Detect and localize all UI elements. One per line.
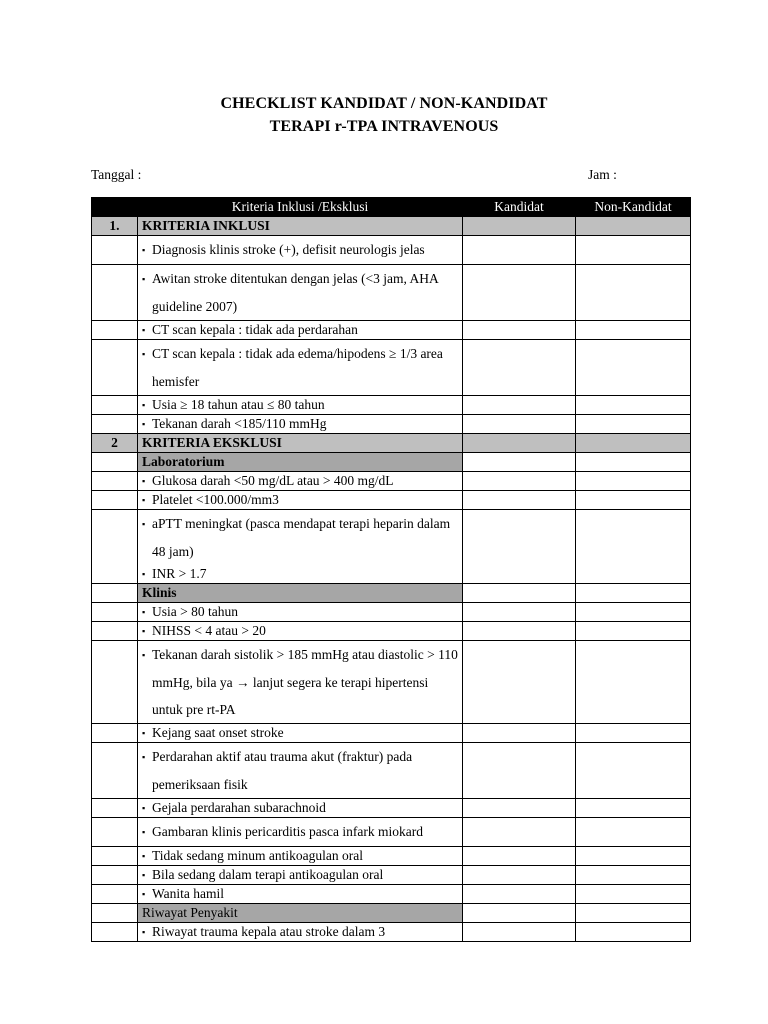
document-subtitle: TERAPI r-TPA INTRAVENOUS [269,118,499,135]
header-number [92,198,138,217]
criteria-text: NIHSS < 4 atau > 20 [151,623,266,638]
kandidat-check-cell[interactable] [463,847,576,866]
criteria-text: Gambaran klinis pericarditis pasca infark miokard [151,824,424,839]
criteria-row [92,724,691,743]
criteria-item-text [142,885,458,903]
criteria-item-text [142,641,458,723]
kandidat-check-cell[interactable] [463,340,576,396]
number-cell [92,622,138,641]
non-kandidat-check-cell[interactable] [575,491,690,510]
kandidat-check-cell[interactable] [463,818,576,847]
document-title: CHECKLIST KANDIDAT / NON-KANDIDAT [220,95,548,112]
criteria-cell [137,818,462,847]
criteria-text: Usia > 80 tahun [151,604,238,619]
bullet-icon: ▪ [141,400,146,410]
jam-label: Jam : [588,167,617,182]
non-kandidat-check-cell[interactable] [575,603,690,622]
kandidat-check-cell[interactable] [463,491,576,510]
kandidat-check-cell[interactable] [463,724,576,743]
non-kandidat-check-cell[interactable] [575,340,690,396]
criteria-cell [137,799,462,818]
criteria-row [92,415,691,434]
kandidat-check-cell[interactable] [463,641,576,724]
kandidat-check-cell[interactable] [463,799,576,818]
criteria-item-text [142,847,458,865]
bullet-icon: ▪ [141,607,146,617]
number-cell [92,236,138,265]
kandidat-check-cell[interactable] [463,472,576,491]
non-kandidat-check-cell[interactable] [575,453,690,472]
criteria-row [92,603,691,622]
header-kandidat: Kandidat [463,198,576,217]
bullet-icon: ▪ [141,495,146,505]
non-kandidat-check-cell[interactable] [575,885,690,904]
bullet-icon: ▪ [141,728,146,738]
kandidat-check-cell[interactable] [463,265,576,321]
non-kandidat-check-cell[interactable] [575,396,690,415]
number-cell [92,584,138,603]
section-row-inklusi [92,217,691,236]
criteria-cell [137,641,462,724]
non-kandidat-check-cell[interactable] [575,472,690,491]
criteria-cell [137,415,462,434]
number-cell [92,743,138,799]
criteria-cell [137,885,462,904]
bullet-icon: ▪ [141,851,146,861]
bullet-icon: ▪ [141,519,146,529]
criteria-item-text [142,491,458,509]
kandidat-check-cell[interactable] [463,321,576,340]
kandidat-check-cell[interactable] [463,866,576,885]
table-header-row [92,198,691,217]
criteria-cell [137,236,462,265]
criteria-item-text [142,396,458,414]
kandidat-check-cell[interactable] [463,743,576,799]
non-kandidat-check-cell[interactable] [575,818,690,847]
criteria-row [92,743,691,799]
section-row-eksklusi [92,434,691,453]
kandidat-check-cell[interactable] [463,603,576,622]
number-cell [92,265,138,321]
number-cell [92,472,138,491]
criteria-item-text [142,799,458,817]
non-kandidat-check-cell[interactable] [575,743,690,799]
criteria-row [92,847,691,866]
criteria-item-text [142,340,458,395]
criteria-cell [137,743,462,799]
bullet-icon: ▪ [141,889,146,899]
criteria-item-text [142,510,458,565]
bullet-icon: ▪ [141,325,146,335]
kandidat-check-cell[interactable] [463,453,576,472]
subsection-label: Riwayat Penyakit [137,904,462,923]
criteria-text: Platelet <100.000/mm3 [151,492,279,507]
criteria-item-text [142,743,458,798]
number-cell [92,904,138,923]
non-kandidat-check-cell[interactable] [575,217,690,236]
number-cell [92,415,138,434]
criteria-text: Tekanan darah <185/110 mmHg [151,416,327,431]
criteria-text: Riwayat trauma kepala atau stroke dalam 3 [151,924,386,939]
kandidat-check-cell[interactable] [463,415,576,434]
non-kandidat-check-cell[interactable] [575,923,690,942]
non-kandidat-check-cell[interactable] [575,866,690,885]
criteria-text: Gejala perdarahan subarachnoid [151,800,326,815]
criteria-row [92,866,691,885]
criteria-row [92,396,691,415]
non-kandidat-check-cell[interactable] [575,904,690,923]
subsection-row-klinis [92,584,691,603]
non-kandidat-check-cell[interactable] [575,847,690,866]
criteria-row [92,799,691,818]
non-kandidat-check-cell[interactable] [575,584,690,603]
kandidat-check-cell[interactable] [463,236,576,265]
bullet-icon: ▪ [141,569,146,579]
criteria-item-text [142,472,458,490]
criteria-cell [137,321,462,340]
criteria-row [92,472,691,491]
bullet-icon: ▪ [141,803,146,813]
criteria-text: Glukosa darah <50 mg/dL atau > 400 mg/dL [151,473,394,488]
criteria-row [92,818,691,847]
bullet-icon: ▪ [141,476,146,486]
criteria-item-text [142,622,458,640]
non-kandidat-check-cell[interactable] [575,799,690,818]
criteria-item-text [142,236,458,264]
criteria-text: Tekanan darah sistolik > 185 mmHg atau diastolic > 110 mmHg, bila ya → lanjut segera ke terapi hipertensi untuk pre rt-PA [151,647,458,717]
criteria-cell [137,622,462,641]
kandidat-check-cell[interactable] [463,510,576,584]
criteria-cell [137,866,462,885]
subsection-row-laboratorium [92,453,691,472]
non-kandidat-check-cell[interactable] [575,724,690,743]
bullet-icon: ▪ [141,870,146,880]
criteria-row [92,491,691,510]
criteria-cell [137,396,462,415]
kandidat-check-cell[interactable] [463,885,576,904]
non-kandidat-check-cell[interactable] [575,434,690,453]
bullet-icon: ▪ [141,752,146,762]
criteria-cell [137,923,462,942]
non-kandidat-check-cell[interactable] [575,622,690,641]
number-cell [92,510,138,584]
number-cell [92,923,138,942]
number-cell [92,724,138,743]
subsection-row-riwayat [92,904,691,923]
non-kandidat-check-cell[interactable] [575,236,690,265]
criteria-item-text [142,321,458,339]
number-cell [92,603,138,622]
non-kandidat-check-cell[interactable] [575,510,690,584]
criteria-text: INR > 1.7 [151,566,207,581]
criteria-text: Wanita hamil [151,886,224,901]
criteria-text: Bila sedang dalam terapi antikoagulan oral [151,867,384,882]
kandidat-check-cell[interactable] [463,622,576,641]
non-kandidat-check-cell[interactable] [575,321,690,340]
criteria-row [92,622,691,641]
criteria-row [92,340,691,396]
section-label: KRITERIA INKLUSI [137,217,462,236]
header-criteria: Kriteria Inklusi /Eksklusi [137,198,462,217]
bullet-icon: ▪ [141,419,146,429]
number-cell [92,396,138,415]
number-cell [92,885,138,904]
criteria-text: CT scan kepala : tidak ada edema/hipodens ≥ 1/3 area hemisfer [151,346,443,389]
checklist-table [91,197,691,942]
kandidat-check-cell[interactable] [463,396,576,415]
criteria-row [92,641,691,724]
header-non-kandidat: Non-Kandidat [575,198,690,217]
number-cell [92,453,138,472]
criteria-row [92,321,691,340]
bullet-icon: ▪ [141,927,146,937]
tanggal-label: Tanggal : [91,167,142,182]
subsection-label: Laboratorium [137,453,462,472]
non-kandidat-check-cell[interactable] [575,265,690,321]
number-cell [92,799,138,818]
criteria-text: Usia ≥ 18 tahun atau ≤ 80 tahun [151,397,325,412]
number-cell [92,847,138,866]
criteria-cell [137,847,462,866]
criteria-row [92,265,691,321]
criteria-item-text [142,724,458,742]
section-label: KRITERIA EKSKLUSI [137,434,462,453]
section-number: 2 [92,434,138,453]
criteria-item-text [142,603,458,621]
bullet-icon: ▪ [141,626,146,636]
kandidat-check-cell[interactable] [463,904,576,923]
kandidat-check-cell[interactable] [463,584,576,603]
bullet-icon: ▪ [141,349,146,359]
criteria-text: Perdarahan aktif atau trauma akut (fraktur) pada pemeriksaan fisik [151,749,413,792]
number-cell [92,818,138,847]
criteria-item-text [142,415,458,433]
number-cell [92,641,138,724]
criteria-row [92,923,691,942]
criteria-row [92,236,691,265]
subsection-label: Klinis [137,584,462,603]
criteria-text: Tidak sedang minum antikoagulan oral [151,848,363,863]
criteria-cell [137,510,462,584]
criteria-row [92,510,691,584]
criteria-cell [137,340,462,396]
criteria-text: CT scan kepala : tidak ada perdarahan [151,322,358,337]
criteria-row [92,885,691,904]
number-cell [92,491,138,510]
kandidat-check-cell[interactable] [463,217,576,236]
section-number: 1. [92,217,138,236]
criteria-cell [137,472,462,491]
criteria-cell [137,265,462,321]
criteria-text: Kejang saat onset stroke [151,725,284,740]
number-cell [92,866,138,885]
number-cell [92,340,138,396]
bullet-icon: ▪ [141,245,146,255]
table-body [92,217,691,942]
non-kandidat-check-cell[interactable] [575,415,690,434]
criteria-text: Awitan stroke ditentukan dengan jelas (<3 jam, AHA guideline 2007) [151,271,439,314]
criteria-text: aPTT meningkat (pasca mendapat terapi heparin dalam 48 jam) [151,516,451,559]
bullet-icon: ▪ [141,827,146,837]
criteria-cell [137,724,462,743]
number-cell [92,321,138,340]
bullet-icon: ▪ [141,650,146,660]
criteria-item-text [142,818,458,846]
criteria-item-text [142,265,458,320]
criteria-item-text [142,565,458,583]
criteria-cell [137,603,462,622]
criteria-item-text [142,866,458,884]
criteria-item-text [142,923,458,941]
criteria-text: Diagnosis klinis stroke (+), defisit neurologis jelas [151,242,425,257]
kandidat-check-cell[interactable] [463,434,576,453]
kandidat-check-cell[interactable] [463,923,576,942]
criteria-cell [137,491,462,510]
bullet-icon: ▪ [141,274,146,284]
non-kandidat-check-cell[interactable] [575,641,690,724]
